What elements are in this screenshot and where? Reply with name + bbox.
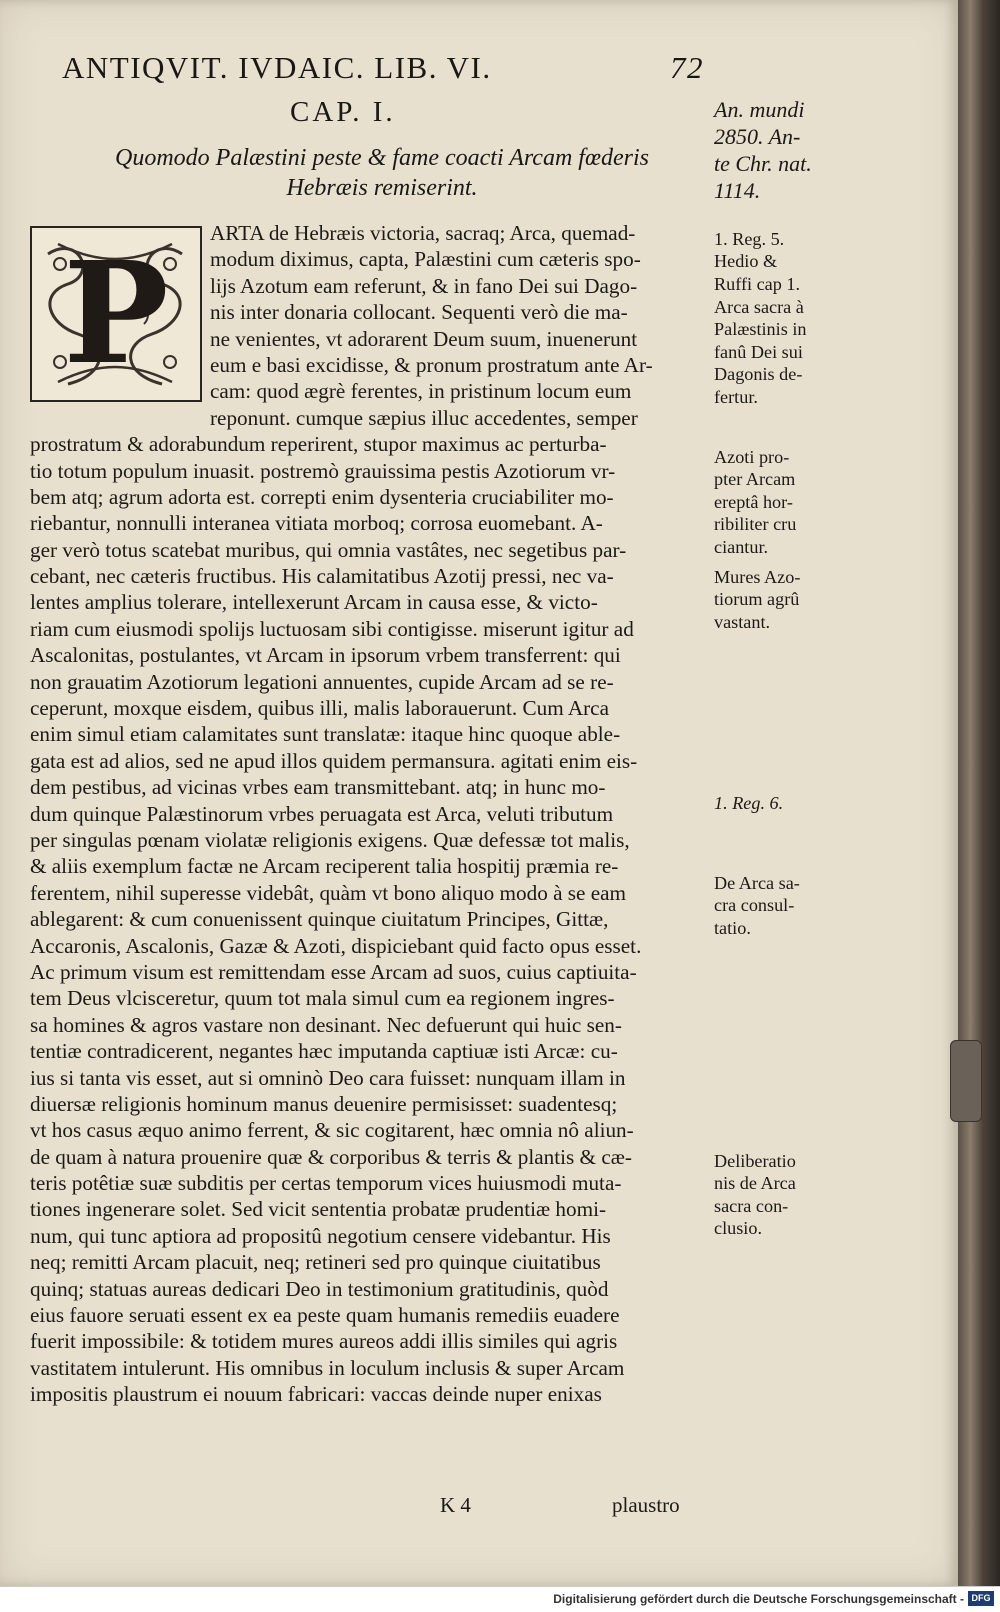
text-line: vt hos casus æquo animo ferrent, & sic cogitarent, hæc omnia nô aliun- <box>30 1118 634 1143</box>
text-line: per singulas pœnam violatæ religionis exigens. Quæ defessæ tot malis, <box>30 827 630 852</box>
text-line: vastitatem intulerunt. His omnibus in loculum inclusis & super Arcam <box>30 1355 625 1380</box>
decorated-initial <box>30 226 202 402</box>
folio-number: 72 <box>670 50 704 85</box>
catchword: plaustro <box>612 1493 680 1517</box>
text-line: gata est ad alios, sed ne apud illos quidem permansura. agitati enim eis- <box>30 748 638 773</box>
text-line: teris potêtiæ suæ subditis per certas temporum vices huiusmodi muta- <box>30 1171 622 1196</box>
running-title: ANTIQVIT. IVDAIC. LIB. VI. <box>62 50 492 85</box>
text-line: riebantur, nonnulli interanea vitiata morboq; corrosa euomebant. A- <box>30 511 603 536</box>
margin-note-reference: 1. Reg. 6. <box>714 793 784 813</box>
text-line: tiones ingenerare solet. Sed vicit sententia probatæ prudentiæ homi- <box>30 1197 607 1222</box>
signature-mark: K 4 <box>440 1493 471 1517</box>
margin-note-date: An. mundi 2850. An- te Chr. nat. 1114. <box>714 97 812 203</box>
text-line: ARTA de Hebræis victoria, sacraq; Arca, quemad- <box>210 221 636 245</box>
text-line: de quam à natura prouenire quæ & corporibus & terris & plantis & cæ- <box>30 1144 632 1169</box>
text-line: impositis plaustrum ei nouum fabricari: vaccas deinde nuper enixas <box>30 1382 602 1407</box>
text-line: num, qui tunc aptiora ad propositû negotium censere videbantur. His <box>30 1223 611 1248</box>
margin-note-reference: 1. Reg. 5. Hedio & Ruffi cap 1. <box>714 229 801 294</box>
text-line: Ac primum visum est remittendam esse Arcam ad suos, cuius captiuita- <box>30 959 637 984</box>
dfg-logo-icon: DFG <box>968 1591 994 1606</box>
text-line: bem atq; agrum adorta est. correpti enim dysenteria cruciabiliter mo- <box>30 484 614 509</box>
page-tab <box>950 1040 982 1122</box>
text-line: eius fauore seruati essent ex ea peste quam humanis remediis euadere <box>30 1303 620 1328</box>
subtitle-line: Hebræis remiserint. <box>286 175 478 201</box>
text-line: dem pestibus, ad vicinas vrbes eam transmittebant. atq; in hunc mo- <box>30 775 606 800</box>
text-line: tentiæ contradicerent, negantes hæc imputanda captiuæ isti Arcæ: cu- <box>30 1039 618 1064</box>
text-line: sa homines & agros vastare non desinant. Nec defuerunt qui huic sen- <box>30 1012 622 1037</box>
text-line: ne venientes, vt adorarent Deum suum, inuenerunt <box>210 326 638 351</box>
text-line: tem Deus vlcisceretur, quum tot mala simul cum ea regionem ingres- <box>30 986 615 1011</box>
text-line: riam cum eiusmodi spolijs luctuosam sibi contigisse. miserunt igitur ad <box>30 616 634 641</box>
text-line: modum diximus, capta, Palæstini cum cæteris spo- <box>210 247 641 272</box>
text-line: tio totum populum inuasit. postremò grauissima pestis Azotiorum vr- <box>30 458 616 483</box>
text-line: ferentem, nihil superesse videbât, quàm vt bono aliquo modo à se eam <box>30 880 627 905</box>
margin-note: De Arca sa- cra consul- tatio. <box>714 873 800 938</box>
margin-note: Azoti pro- pter Arcam ereptâ hor- ribiliter cru ciantur. <box>714 447 797 557</box>
text-line: quinq; statuas aureas dedicari Deo in testimonium gratitudinis, quòd <box>30 1276 609 1301</box>
text-line: enim simul etiam calamitates sunt translatæ: itaque hinc quoque able- <box>30 722 621 747</box>
text-line: prostratum & adorabundum reperirent, stupor maximus ac perturba- <box>30 432 607 457</box>
chapter-subtitle <box>62 143 702 203</box>
chapter-heading: CAP. I. <box>290 96 396 128</box>
text-line: ablegarent: & cum conuenissent quinque ciuitatum Principes, Gittæ, <box>30 907 609 932</box>
subtitle-line: Quomodo Palæstini peste & fame coacti Arcam fœderis <box>115 145 649 171</box>
margin-note: Deliberatio nis de Arca sacra con- clusio. <box>714 1151 796 1239</box>
text-line: Ascalonitas, postulantes, vt Arcam in ipsorum vrbem transferrent: qui <box>30 643 621 668</box>
margin-note: Arca sacra à Palæstinis in fanû Dei sui Dagonis de- fertur. <box>714 297 807 407</box>
funding-credit: Digitalisierung gefördert durch die Deutsche Forschungsgemeinschaft - <box>553 1592 964 1606</box>
text-line: neq; remitti Arcam placuit, neq; retineri sed pro quinque ciuitatibus <box>30 1250 601 1275</box>
text-line: nis inter donaria collocant. Sequenti verò die ma- <box>210 300 628 325</box>
text-line: ceperunt, moxque eisdem, quibus illi, malis laborauerunt. Cum Arca <box>30 696 609 721</box>
digitization-footer <box>0 1586 1000 1612</box>
initial-letter: P <box>63 232 169 396</box>
text-line: dum quinque Palæstinorum vrbes peruagata est Arca, veluti tributum <box>30 801 614 826</box>
text-line: ius si tanta vis esset, aut si omninò Deo cara fuisset: nunquam illam in <box>30 1065 626 1090</box>
text-line: Accaronis, Ascalonis, Gazæ & Azoti, dispiciebant quid facto opus esset. <box>30 933 642 958</box>
text-line: diuersæ religionis hominum manus deuenire permisisset: suadentesq; <box>30 1091 618 1116</box>
text-line: reponunt. cumque sæpius illuc accedentes, semper <box>210 405 638 430</box>
text-line: cam: quod ægrè ferentes, in pristinum locum eum <box>210 379 632 404</box>
text-line: lentes amplius tolerare, intellexerunt Arcam in causa esse, & victo- <box>30 590 598 615</box>
text-line: eum e basi excidisse, & pronum prostratum ante Ar- <box>210 352 653 377</box>
text-line: & aliis exemplum factæ ne Arcam reciperent talia hospitij præmia re- <box>30 854 619 879</box>
text-line: cebant, nec cæteris fructibus. His calamitatibus Azotij pressi, nec va- <box>30 564 614 589</box>
text-line: fuerit impossibile: & totidem mures aureos addi illis similes qui agris <box>30 1329 618 1354</box>
text-line: lijs Azotum eam referunt, & in fano Dei sui Dago- <box>210 273 638 298</box>
text-line: ger verò totus scatebat muribus, qui omnia vastâtes, nec segetibus par- <box>30 537 627 562</box>
margin-note: Mures Azo- tiorum agrû vastant. <box>714 567 801 632</box>
page-edge <box>958 0 1000 1586</box>
text-line: non grauatim Azotiorum legationi annuentes, cupide Arcam ad se re- <box>30 669 614 694</box>
